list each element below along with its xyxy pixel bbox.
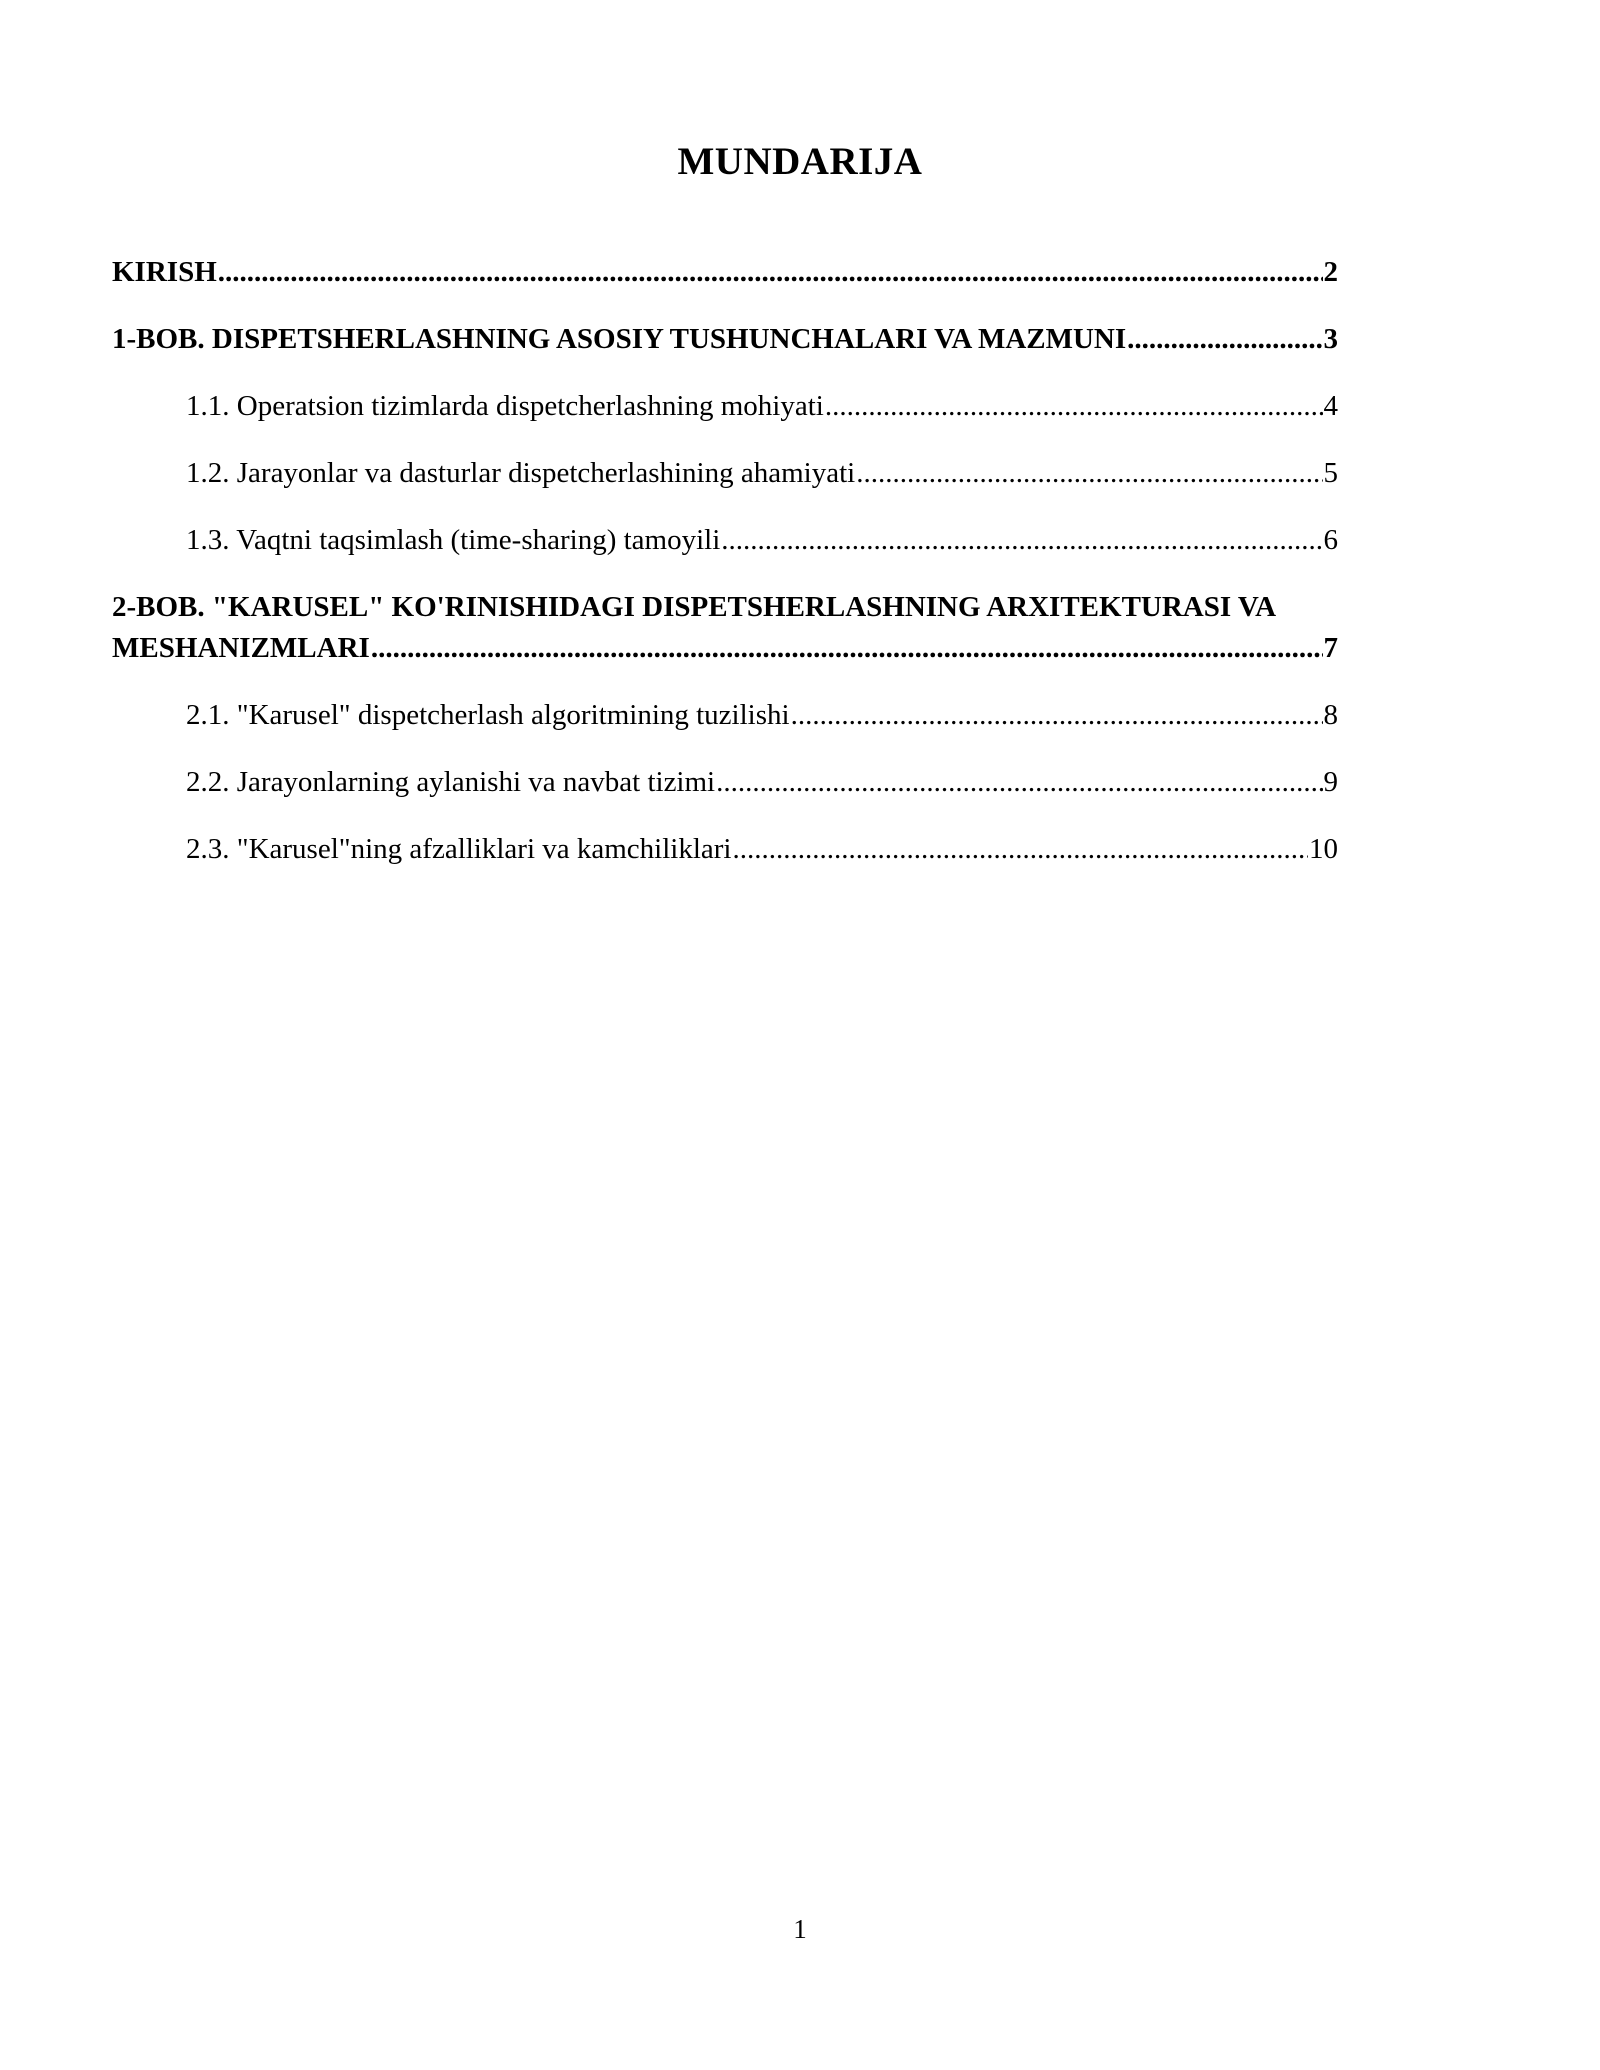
- dot-leader: [856, 453, 1322, 494]
- toc-entry-page-number: 6: [1323, 524, 1338, 556]
- toc-entry[interactable]: [112, 319, 1338, 360]
- toc-entry-line: [186, 829, 1338, 870]
- toc-entry-line: [186, 453, 1338, 494]
- toc-entry-page-number: 7: [1323, 632, 1338, 664]
- toc-entry-label: 1-BOB. DISPETSHERLASHNING ASOSIY TUSHUNCHALARI VA MAZMUNI: [112, 323, 1127, 355]
- toc-entry-line: [186, 762, 1338, 803]
- toc-entry-line: [112, 628, 1338, 669]
- dot-leader: [716, 762, 1322, 803]
- dot-leader: [733, 829, 1309, 870]
- toc-entry[interactable]: [112, 829, 1338, 870]
- toc-entry[interactable]: [112, 386, 1338, 427]
- dot-leader: [791, 695, 1323, 736]
- toc-entry-page-number: 2: [1323, 256, 1338, 288]
- toc-entry-label-line: 2-BOB. "KARUSEL" KO'RINISHIDAGI DISPETSHERLASHNING ARXITEKTURASI VA: [112, 591, 1277, 623]
- toc-entry[interactable]: [112, 762, 1338, 803]
- toc-entry-page-number: 10: [1309, 833, 1338, 865]
- toc-entry-label: 1.2. Jarayonlar va dasturlar dispetcherlashining ahamiyati: [186, 457, 856, 489]
- toc-entry-label: 2.2. Jarayonlarning aylanishi va navbat tizimi: [186, 766, 716, 798]
- toc-entry-line: [112, 252, 1338, 293]
- toc-entry-page-number: 5: [1323, 457, 1338, 489]
- toc-entry-line: [112, 319, 1338, 360]
- dot-leader: [721, 520, 1322, 561]
- toc-entry-page-number: 4: [1323, 390, 1338, 422]
- toc-entry-label: 1.3. Vaqtni taqsimlash (time-sharing) tamoyili: [186, 524, 721, 556]
- toc-entry[interactable]: [112, 695, 1338, 736]
- dot-leader: [1127, 319, 1322, 360]
- toc-entry-label: 2.3. "Karusel"ning afzalliklari va kamchiliklari: [186, 833, 732, 865]
- toc-entry-line: [186, 520, 1338, 561]
- toc-entry-line: [186, 695, 1338, 736]
- dot-leader: [371, 628, 1323, 669]
- toc-entry-label: KIRISH: [112, 256, 217, 288]
- toc-entry-label: MESHANIZMLARI: [112, 632, 370, 664]
- toc-entry-page-number: 8: [1323, 699, 1338, 731]
- table-of-contents: [112, 252, 1338, 896]
- toc-entry-line: [186, 386, 1338, 427]
- toc-entry[interactable]: [112, 520, 1338, 561]
- toc-entry[interactable]: [112, 252, 1338, 293]
- toc-entry-label: 2.1. "Karusel" dispetcherlash algoritmining tuzilishi: [186, 699, 790, 731]
- toc-entry-page-number: 9: [1323, 766, 1338, 798]
- toc-entry[interactable]: [112, 587, 1338, 669]
- page-number: 1: [793, 1914, 807, 1944]
- toc-entry-page-number: 3: [1323, 323, 1338, 355]
- dot-leader: [218, 252, 1323, 293]
- page-title: MUNDARIJA: [677, 140, 923, 184]
- toc-entry-label: 1.1. Operatsion tizimlarda dispetcherlashning mohiyati: [186, 390, 824, 422]
- toc-entry[interactable]: [112, 453, 1338, 494]
- dot-leader: [825, 386, 1323, 427]
